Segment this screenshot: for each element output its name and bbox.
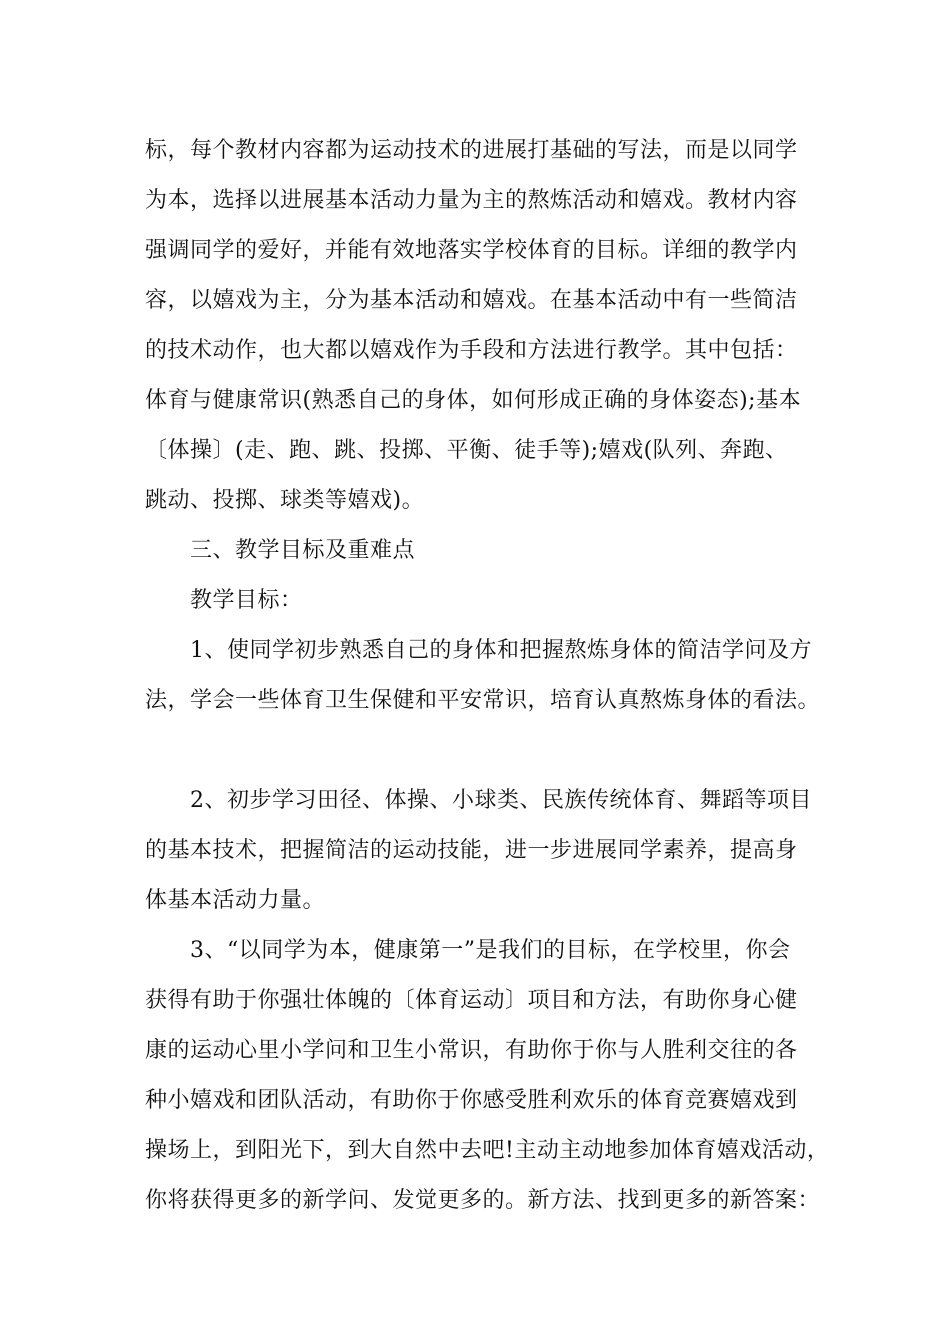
text-line: 种小嬉戏和团队活动，有助你于你感受胜利欢乐的体育竞赛嬉戏到	[145, 1088, 798, 1113]
text-line: 2、初步学习田径、体操、小球类、民族传统体育、舞蹈等项目	[190, 788, 812, 813]
text-line: 的基本技术，把握简洁的运动技能，进一步进展同学素养，提高身	[145, 838, 798, 863]
text-line: 跳动、投掷、球类等嬉戏)。	[145, 488, 425, 513]
text-line: 获得有助于你强壮体魄的〔体育运动〕项目和方法，有助你身心健	[145, 988, 798, 1013]
section-heading: 三、教学目标及重难点	[190, 538, 416, 563]
text-line: 康的运动心里小学问和卫生小常识，有助你于你与人胜利交往的各	[145, 1038, 798, 1063]
subheading: 教学目标：	[190, 588, 303, 613]
text-line: 体基本活动力量。	[145, 888, 326, 913]
text-line: 标，每个教材内容都为运动技术的进展打基础的写法，而是以同学	[145, 138, 798, 163]
text-line: 的技术动作，也大都以嬉戏作为手段和方法进行教学。其中包括：	[145, 338, 798, 363]
text-line: 〔体操〕(走、跑、跳、投掷、平衡、徒手等);嬉戏(队列、奔跑、	[145, 438, 788, 463]
text-line: 你将获得更多的新学问、发觉更多的。新方法、找到更多的新答案：	[145, 1188, 821, 1213]
text-line: 3、“以同学为本，健康第一”是我们的目标，在学校里，你会	[190, 938, 791, 963]
text-line: 强调同学的爱好，并能有效地落实学校体育的目标。详细的教学内	[145, 238, 798, 263]
text-line: 为本，选择以进展基本活动力量为主的熬炼活动和嬉戏。教材内容	[145, 188, 798, 213]
text-line: 容，以嬉戏为主，分为基本活动和嬉戏。在基本活动中有一些简洁	[145, 288, 798, 313]
text-line: 操场上，到阳光下，到大自然中去吧!主动主动地参加体育嬉戏活动，	[145, 1138, 830, 1163]
text-line: 法，学会一些体育卫生保健和平安常识，培育认真熬炼身体的看法。	[145, 688, 821, 713]
text-line: 体育与健康常识(熟悉自己的身体，如何形成正确的身体姿态);基本	[145, 388, 802, 413]
text-line: 1、使同学初步熟悉自己的身体和把握熬炼身体的简洁学问及方	[190, 638, 812, 663]
